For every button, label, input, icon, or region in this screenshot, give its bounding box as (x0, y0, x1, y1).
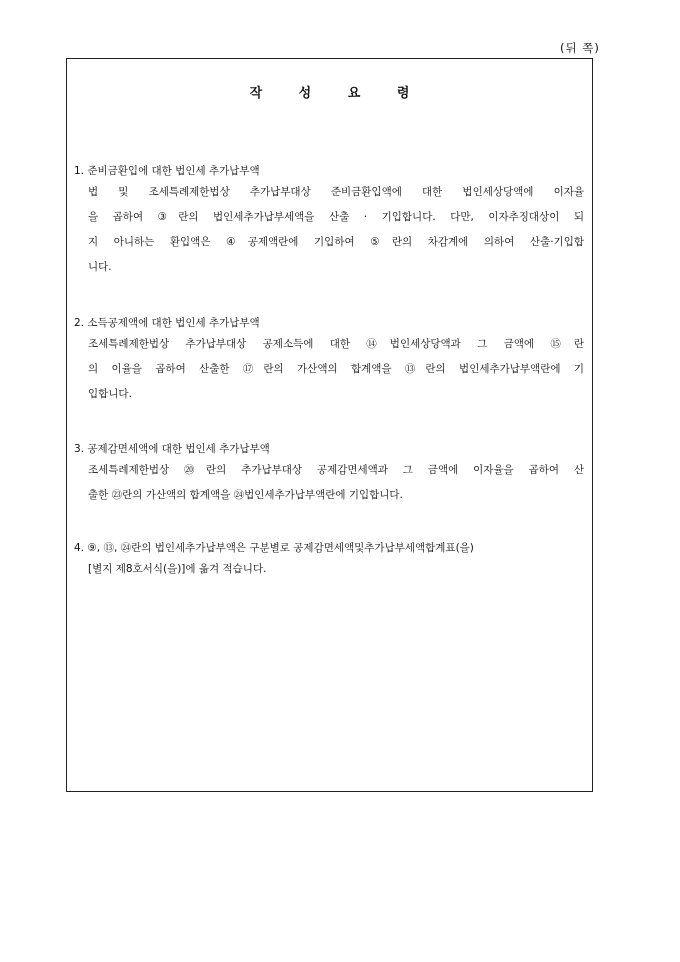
instruction-section-1 (74, 162, 584, 280)
section-text-line: 지 아니하는 환입액은 ④공제액란에 기입하여 ⑤란의 차감계에 의하여 산출·기입합 (88, 236, 584, 248)
section-heading: 4. ⑨, ⑬, ㉔란의 법인세추가납부액은 구분별로 공제감면세액및추가납부세액합계표(을) (74, 542, 474, 554)
document-title: 작 성 요 령 (249, 86, 426, 101)
section-heading: 2. 소득공제액에 대한 법인세 추가납부액 (74, 317, 260, 329)
section-text-line: 법 및 조세특례제한법상 추가납부대상 준비금환입액에 대한 법인세상당액에 이자율 (88, 186, 584, 198)
section-text-line: 조세특례제한법상 추가납부대상 공제소득에 대한 ⑭법인세상당액과 그 금액에 ⑮란 (88, 338, 584, 350)
instruction-section-4 (74, 539, 584, 582)
section-heading: 1. 준비금환입에 대한 법인세 추가납부액 (74, 165, 260, 177)
section-text-line: 니다. (88, 261, 112, 273)
instruction-section-3 (74, 440, 584, 508)
section-text-line: 출한 ㉓란의 가산액의 합계액을 ㉔법인세추가납부액란에 기입합니다. (88, 489, 403, 501)
section-text-line: 의 이율을 곱하여 산출한 ⑰란의 가산액의 합계액을 ⑬란의 법인세추가납부액란에 기 (88, 363, 584, 375)
page-side-label: (뒤 쪽) (560, 41, 600, 55)
instruction-section-2 (74, 314, 584, 407)
section-text-line: 을 곱하여 ③란의 법인세추가납부세액을 산출 · 기입합니다. 다만, 이자추징대상이 되 (88, 211, 584, 223)
section-text-line: 조세특례제한법상 ⑳란의 추가납부대상 공제감면세액과 그 금액에 이자율을 곱하여 산 (88, 464, 584, 476)
section-heading: 3. 공제감면세액에 대한 법인세 추가납부액 (74, 443, 270, 455)
section-text-line: [별지 제8호서식(을)]에 옮겨 적습니다. (88, 563, 267, 575)
section-text-line: 입합니다. (88, 388, 132, 400)
